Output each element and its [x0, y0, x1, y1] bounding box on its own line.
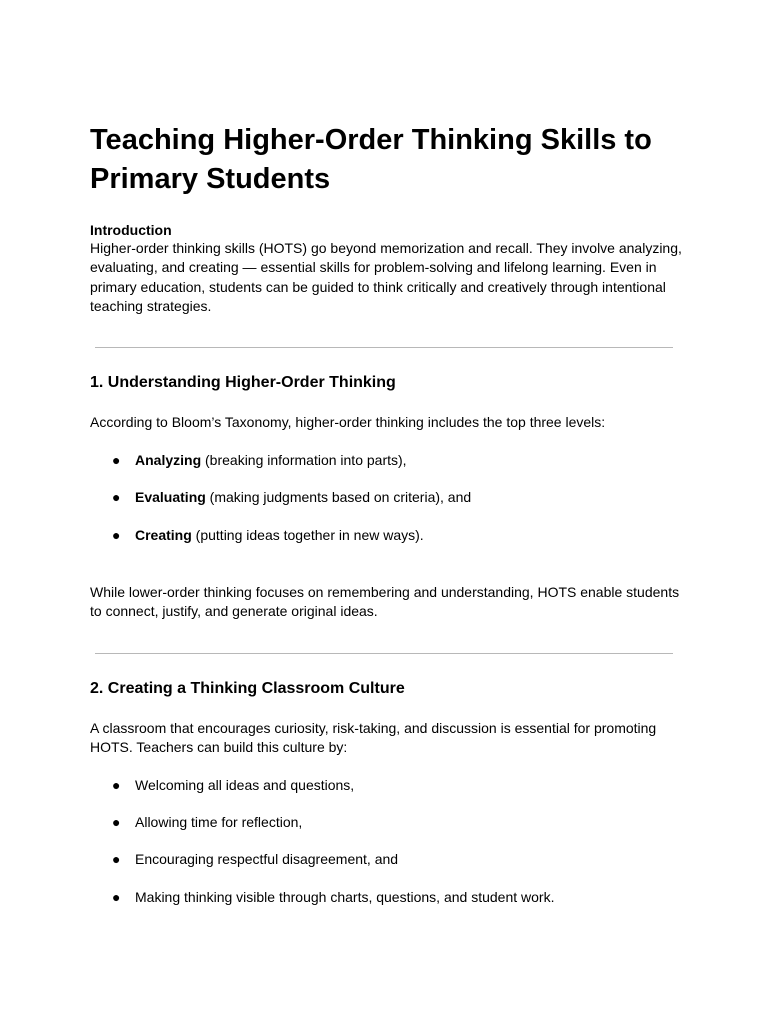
bullet-term: Evaluating — [135, 489, 206, 505]
section-divider — [95, 653, 673, 654]
bullet-text — [135, 451, 407, 470]
bullet-text: Making thinking visible through charts, questions, and student work. — [135, 889, 555, 905]
intro-label: Introduction — [90, 222, 172, 238]
bullet-description: (putting ideas together in new ways). — [191, 527, 424, 543]
bullet-term: Analyzing — [135, 452, 202, 468]
section-2-lead: A classroom that encourages curiosity, risk-taking, and discussion is essential for promoting HOTS. Teachers can build this culture by: — [90, 720, 657, 756]
bullet-text: Encouraging respectful disagreement, and — [135, 851, 399, 867]
bullet-text — [135, 488, 471, 507]
bullet-text: Allowing time for reflection, — [135, 814, 303, 830]
section-1-lead: According to Bloom’s Taxonomy, higher-order thinking includes the top three levels: — [90, 414, 606, 430]
bullet-icon: ● — [112, 777, 121, 793]
bullet-description: (making judgments based on criteria), and — [205, 489, 472, 505]
section-2-heading: 2. Creating a Thinking Classroom Culture — [90, 680, 405, 697]
bullet-text — [135, 526, 424, 545]
intro-paragraph: Higher-order thinking skills (HOTS) go beyond memorization and recall. They involve analyzing, evaluating, and creating — essential skills for problem-solving and lifelong learning. Even in primary education, students can be guided to think critically and creatively through intentional teaching strategies. — [90, 240, 682, 314]
bullet-text: Welcoming all ideas and questions, — [135, 777, 355, 793]
bullet-icon: ● — [112, 489, 121, 505]
bullet-term: Creating — [135, 527, 192, 543]
section-1-closing: While lower-order thinking focuses on remembering and understanding, HOTS enable students to connect, justify, and generate original ideas. — [90, 584, 680, 620]
bullet-icon: ● — [112, 851, 121, 867]
bullet-icon: ● — [112, 527, 121, 543]
bullet-icon: ● — [112, 889, 121, 905]
bullet-icon: ● — [112, 814, 121, 830]
section-1-heading: 1. Understanding Higher-Order Thinking — [90, 374, 396, 391]
bullet-description: (breaking information into parts), — [201, 452, 407, 468]
document-title: Teaching Higher-Order Thinking Skills to Primary Students — [90, 124, 652, 195]
section-divider — [95, 347, 673, 348]
bullet-icon: ● — [112, 452, 121, 468]
